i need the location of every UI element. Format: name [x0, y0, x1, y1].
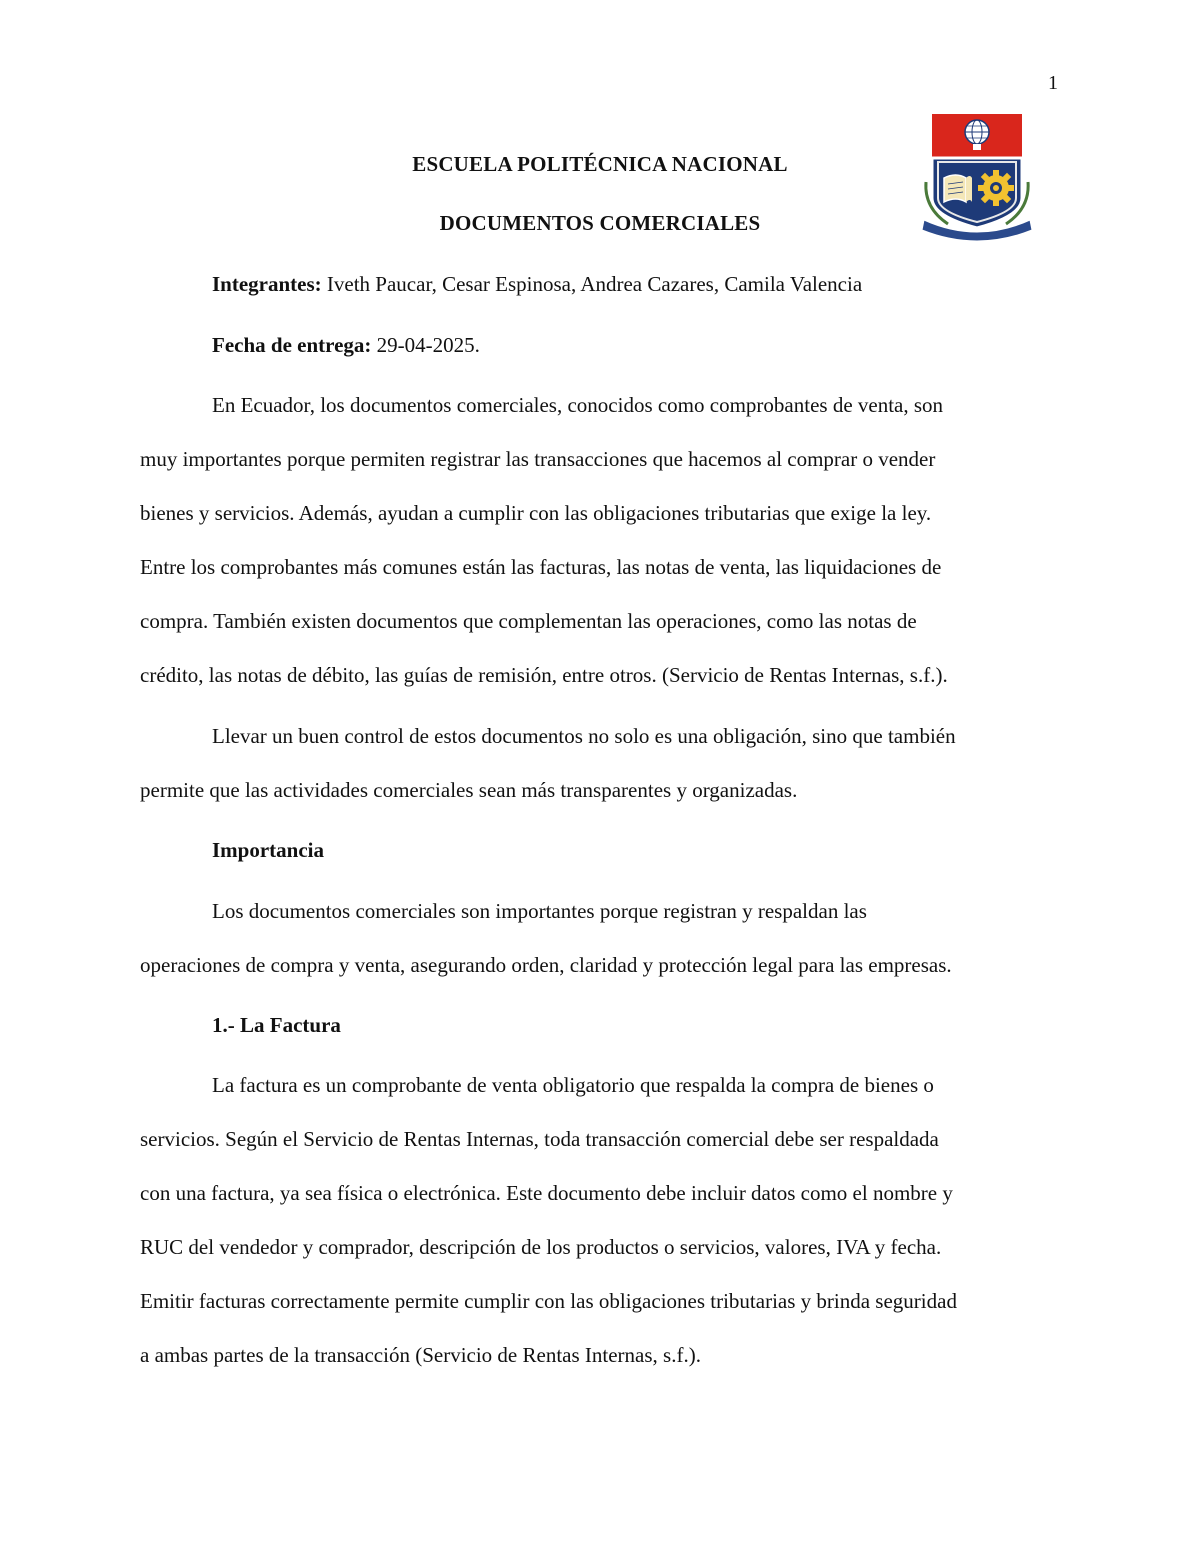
intro-line: Entre los comprobantes más comunes están las facturas, las notas de venta, las liquidaciones de: [140, 555, 942, 579]
institution-name: ESCUELA POLITÉCNICA NACIONAL: [412, 152, 788, 176]
members-label: Integrantes:: [212, 272, 322, 296]
date-line: [0, 331, 1200, 359]
factura-heading: 1.- La Factura: [212, 1013, 341, 1037]
intro-line: bienes y servicios. Además, ayudan a cumplir con las obligaciones tributarias que exige la ley.: [140, 501, 932, 525]
intro-line: crédito, las notas de débito, las guías de remisión, entre otros. (Servicio de Rentas Internas, s.f.).: [140, 663, 948, 687]
book-icon: [944, 175, 972, 202]
importancia-heading: Importancia: [212, 838, 324, 862]
factura-line: a ambas partes de la transacción (Servicio de Rentas Internas, s.f.).: [140, 1343, 701, 1367]
factura-line: La factura es un comprobante de venta obligatorio que respalda la compra de bienes o: [212, 1073, 934, 1097]
members-value: Iveth Paucar, Cesar Espinosa, Andrea Cazares, Camila Valencia: [321, 272, 863, 296]
page-number: 1: [1048, 72, 1058, 94]
importancia-line: Los documentos comerciales son importantes porque registran y respaldan las: [212, 899, 867, 923]
factura-line: Emitir facturas correctamente permite cumplir con las obligaciones tributarias y brinda seguridad: [140, 1289, 957, 1313]
date-value: 29-04-2025.: [371, 333, 480, 357]
members-line: [0, 270, 1200, 298]
importancia-line: operaciones de compra y venta, asegurando orden, claridad y protección legal para las empresas.: [140, 953, 952, 977]
intro-line: En Ecuador, los documentos comerciales, conocidos como comprobantes de venta, son: [212, 393, 944, 417]
intro-line: compra. También existen documentos que complementan las operaciones, como las notas de: [140, 609, 917, 633]
factura-line: con una factura, ya sea física o electrónica. Este documento debe incluir datos como el nombre y: [140, 1181, 953, 1205]
factura-line: servicios. Según el Servicio de Rentas Internas, toda transacción comercial debe ser respaldada: [140, 1127, 939, 1151]
factura-line: RUC del vendedor y comprador, descripción de los productos o servicios, valores, IVA y fecha.: [140, 1235, 942, 1259]
date-label: Fecha de entrega:: [212, 333, 372, 357]
control-line: permite que las actividades comerciales sean más transparentes y organizadas.: [140, 778, 798, 802]
document-title: DOCUMENTOS COMERCIALES: [439, 211, 761, 235]
intro-line: muy importantes porque permiten registrar las transacciones que hacemos al comprar o vender: [140, 447, 936, 471]
control-line: Llevar un buen control de estos documentos no solo es una obligación, sino que también: [212, 724, 956, 748]
